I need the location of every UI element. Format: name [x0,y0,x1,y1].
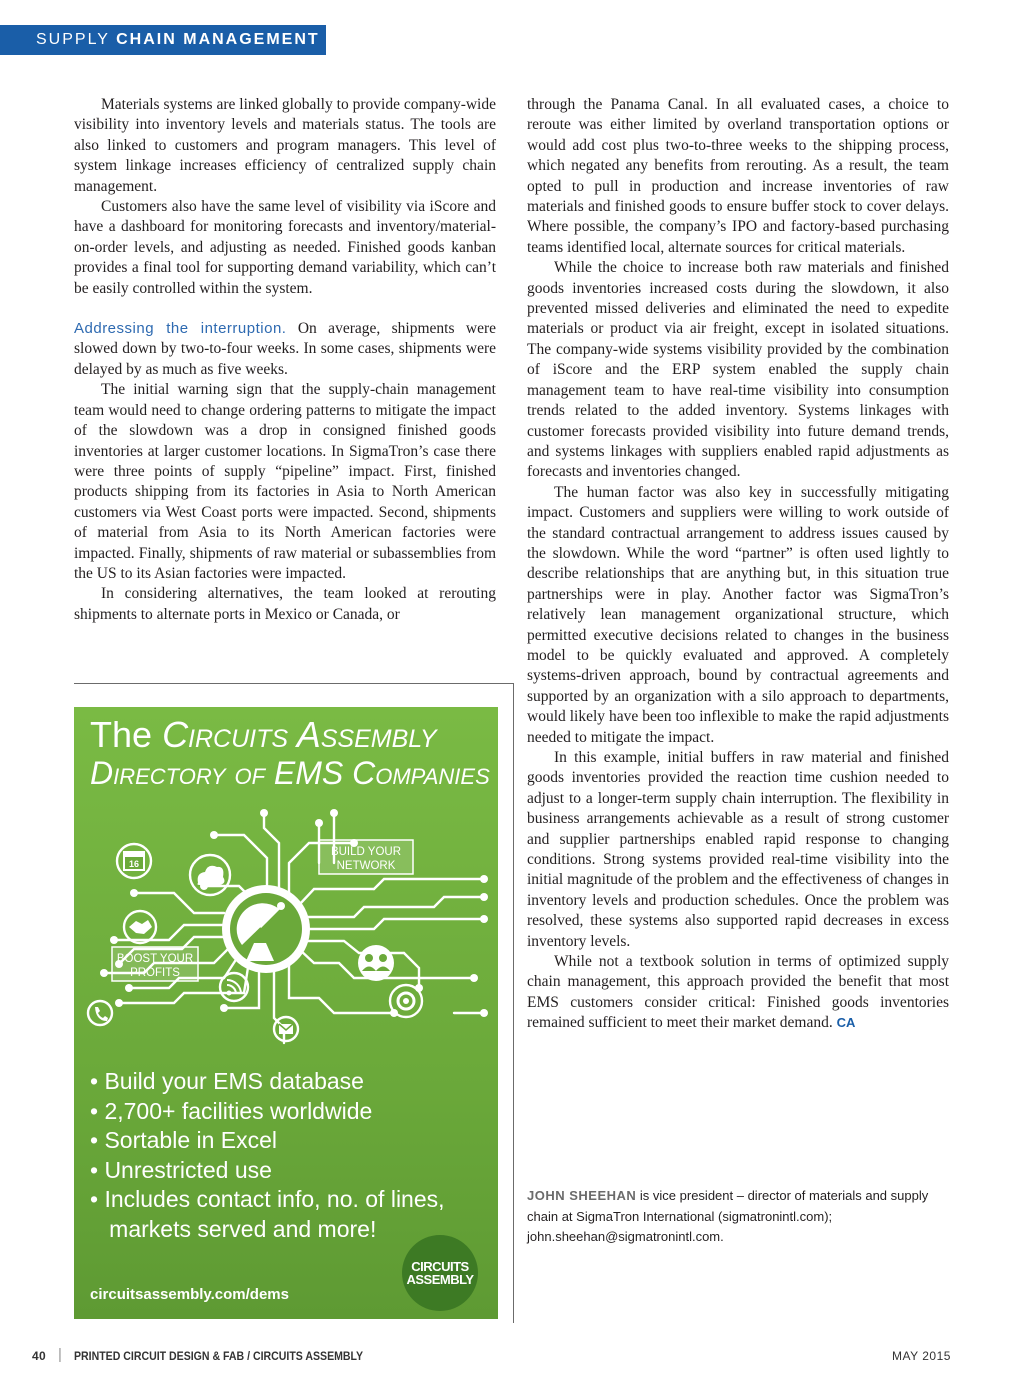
badge-network-line-1: BUILD YOUR [330,846,402,858]
ad-title-brand: Circuits Assembly [162,714,437,755]
badge-boost-profits [112,947,198,981]
cloud-icon [190,855,230,895]
circuits-assembly-logo [402,1235,478,1311]
publication-name: PRINTED CIRCUIT DESIGN & FAB / CIRCUITS ASSEMBLY [74,1349,364,1363]
gear-icon [390,985,422,1017]
ad-frame-top-rule [74,683,513,684]
author-name: JOHN SHEEHAN [527,1188,637,1203]
left-paragraph-1: Materials systems are linked globally to provide company-wide visibility into inventory levels and materials status. The tools are also linked to customers and program managers. This level of system linkage increases efficiency of centralized supply chain management. [74,96,496,195]
footer-separator: | [58,1346,63,1363]
left-paragraph-3 [74,319,496,380]
issue-date: MAY 2015 [892,1349,951,1363]
end-mark: CA [836,1015,856,1031]
satellite-dish-icon [222,885,310,973]
article-left-column [74,95,496,625]
ad-bullet-list [90,1067,445,1244]
right-paragraph-1: through the Panama Canal. In all evaluated cases, a choice to reroute was either limited by overland transportation options or would add cost plus two-to-three weeks to the shipping process, which negated any benefits from rerouting. As a result, the team opted to pull in production and increase inventories of raw materials and finished goods to ensure buffer stock to cover delays. Where possible, the company’s IPO and factory-based purchasing teams identified local, alternate sources for critical materials. [527,96,949,256]
section-header-tab [0,25,326,55]
right-paragraph-5 [527,952,949,1034]
logo-line-2: ASSEMBLY [406,1272,474,1287]
badge-profits-line-1: BOOST YOUR [116,953,194,965]
left-paragraph-2: Customers also have the same level of visibility via iScore and have a dashboard for monitoring forecasts and inventory/material-on-order levels, and adjusting as needed. Finished goods kanban provides a final tool for supporting demand variability, which can’t be easily controlled within the system. [74,198,496,297]
ad-bullet: • Sortable in Excel [90,1127,278,1153]
calendar-icon [117,844,151,878]
page-number: 40 [32,1349,46,1363]
ad-bullet: markets served and more! [90,1215,377,1242]
article-right-column [527,95,949,1034]
ad-title-the: The [90,714,153,755]
directory-advertisement[interactable] [74,707,498,1319]
mail-icon [274,1017,298,1041]
right-paragraph-4: In this example, initial buffers in raw material and finished goods inventories provided the reaction time cushion needed to adjust to a longer-term supply chain interruption. The flexibility in business arrangements achievable as a result of strong customer and supplier partnerships enabled rapid response to changing conditions. Strong systems provided real-time visibility into the initial magnitude of the problem and the effectiveness of changes in inventory levels and production schedules. Once the problem was resolved, these systems also supported rapid decreases in excess inventory levels. [527,749,949,950]
author-bio [527,1186,949,1248]
phone-icon [88,1001,112,1025]
left-paragraph-4: The initial warning sign that the supply-chain management team would need to change ordering patterns to mitigate the impact of the slowdown was a drop in consigned finished goods inventories at larger customer locations. In SigmaTron’s case there were three points of supply “pipeline” impact. First, finished products shipping from its factories in Asia to North American customers via West Coast ports were impacted. Second, shipments of material from Asia to its North American factories were impacted. Finally, shipments of raw material or subassemblies from the US to its Asian factories were impacted. [74,381,496,582]
right-paragraph-5-text: While not a textbook solution in terms of optimized supply chain management, this approach provided the benefit that most EMS customers consider critical: Finished goods inventories remained sufficient to meet their market demand. [527,953,949,1032]
badge-build-network [319,840,413,874]
left-paragraph-3-text: On average, shipments were slowed down by two-to-four weeks. In some cases, shipments were delayed by as much as five weeks. [74,320,496,378]
ad-title-line-1 [90,715,437,755]
circuit-board-illustration [74,803,498,1053]
ad-bullet: • Includes contact info, no. of lines, [90,1186,445,1212]
calendar-day: 16 [128,859,140,869]
ad-bullet: • 2,700+ facilities worldwide [90,1097,373,1124]
logo-line-1: CIRCUITS [411,1259,469,1274]
right-paragraph-3: The human factor was also key in successfully mitigating impact. Customers and suppliers were willing to work outside of the standard contractual arrangement to address issues caused by the slowdown. While the word “partner” is often used lightly to describe relationships that are anything but, in this situation true partnerships were in play. Another factor was SigmaTron’s relatively lean management organizational structure, which permitted executive decisions related to changes in the business model to be quickly evaluated and approved. A completely systems-driven approach, bound by contractual agreements and supported by an organization with a silo approach to departments, would likely have been too inflexible to make the rapid adjustments needed to mitigate the impact. [527,483,949,746]
subhead-addressing-interruption: Addressing the interruption. [74,320,287,338]
ad-title-line-2: Directory of EMS Companies [90,755,490,791]
ad-frame-side-rule [513,683,514,1323]
left-paragraph-5: In considering alternatives, the team looked at rerouting shipments to alternate ports in Mexico or Canada, or [74,585,496,623]
author-bio-text: is vice president – director of materials and supply chain at SigmaTron International (sigmatronintl.com); john.sheehan@sigmatronintl.com. [527,1188,929,1244]
people-icon [358,945,394,981]
badge-profits-line-2: PROFITS [130,967,180,979]
ad-url-link[interactable]: circuitsassembly.com/dems [90,1286,289,1303]
handshake-icon [124,911,156,943]
right-paragraph-2: While the choice to increase both raw materials and finished goods inventories increased costs during the slowdown, it also prevented missed deliveries and eliminated the need to expedite materials or product via air freight, except in isolated situations. The company-wide systems visibility provided by the combination of iScore and the ERP system enabled the supply chain management team to have real-time visibility into consumption trends related to the added inventory. Systems linkages with customer forecasts provided visibility into future demand trends, and systems linkages with suppliers enabled rapid adjustments as forecasts and inventories changed. [527,259,949,481]
ad-bullet: • Unrestricted use [90,1156,272,1183]
section-label-light: SUPPLY [36,31,110,48]
badge-network-line-2: NETWORK [336,860,396,872]
section-label-bold: CHAIN MANAGEMENT [116,31,320,48]
ad-bullet: • Build your EMS database [90,1068,364,1094]
